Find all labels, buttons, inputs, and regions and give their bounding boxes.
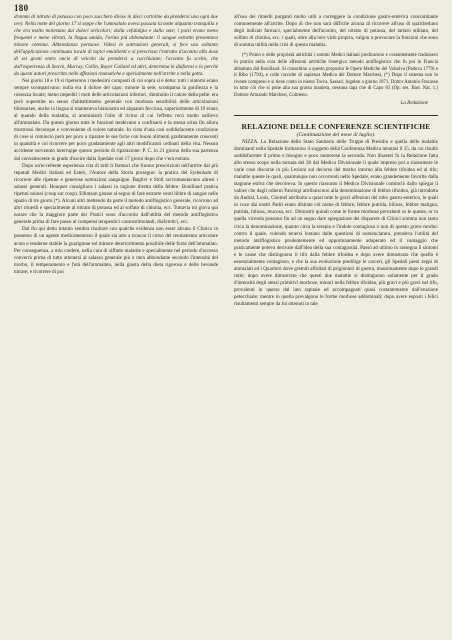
paragraph: all'uso dei rimedii purganti molto utili a correggere la condizione gastro-enterica concomitante comunemente all'artrite. Dopo di che non sarà difficile alcuna di ricorrere all'uso di qualcheduno degli indicati farmaci, specialmente dell'aconito, del nitrato di potassa, del tartaro stibiato, del solfato di chinina, ecc. i quali, oltre alla loro virtù propria, valgon a provocare la funzioni che sono di somma utilità nella crisi di questa malattia. — [234, 14, 438, 49]
section-heading: RELAZIONE DELLE CONFERENZE SCIENTIFICHE — [241, 121, 431, 131]
section-divider — [234, 115, 438, 116]
left-column — [14, 14, 218, 632]
paragraph: Dopo un'eccellente esperienza cita di tutti li farmaci che furono prescrizioni nell'artrite dai più reputati Medici Italiani ed Esteri, l'Autore della Storia proseguo: la pratica del Sydenham di ricorrere alle ripetute e generose sottrazioni sanguigne. Baglivi e Stoll raccomandavano altresì i salassi generali. Houquet consigliava i salassi in ragione diretta della febbre. Bouillaud pratica ripetuti salassi (coup sur coup). Elliotson giunse al segno di fare estrarre venti libbre di sangue nelle spazio di tre giorni (*). Alcuni altri mettendo da parte il metodo antiflogistico generale, ricorrono ad altri rimedii e specialmente al nitrato di potassa ed al solfato di chinina, ecc. Tuttavia mi giova qui notare che la maggiore parte dei Pratici sono d'accordo dall'utilità del metodo antiflogistico generale prima di fare passo ai compensi terapeutici controstimolanti, diaforetici, ecc. — [14, 162, 218, 226]
paragraph: NIZZA. La Relazione dello Stato Sanitario delle Truppe di Presidio e quella delle malattie dominanti nella Spedale formarono il soggetto della Conferenza Medica tenutasi il 15, da cui risultò soddisfacente il primo e bisogno e poco numerose la seconda. Non dissentì fu la Relazione fatta allo stesso scopo nella tornata del 30 dal Medico Divisionale il quale impreso poi a riassumere le varie cose discorse in più Lezioni sul decorso del morbo intorno alla febbre tifoidea ed al tifo; malattie queste le quali, quantunque non occorrenti nello Spedale, erano grandemente favorite dalla stagione estiva che decorreva. In questo riassunto il Medico Divisionale cominciò dallo spiegar il valore che dagli odierni Patologi attribuiscono alla denominazione di febbre tifoidea, già introdotta da Andral, Louis, Chomel attribuita a quasi tutte le gravi affezioni del tubo gastro-enterico, le quali in voce dai nostri Padri erano distinte col nome di febbre, febbre putrida, biliose, febbre maligna, putrida, biliosa, mucosa, ecc. Dimostrò quindi come le forme morbose prevalenti or le queste, or in quella vicenda possono fin ad un segno dare spiegazione dei disparere di Clinici somma non tanto circa la denominazione, quanto circa la terapia e l'indole contagiosa o non di questo grave morbo: contro il quale, volendo tenersi lontano dalle questioni di nomenclatura, prendeva l'utilità del metodo antiflogistico prudentemente ed opportunamente adoperato ed il vantaggio che praticamente poteva derivare dall'idea della sua contagiosità. Passò ad ultimo in rassegna li sintomi e le cause che distinguono il tifo dalla febbre tifoidea e dopo avere dimostrato che quello è essenzialmente contagioso, e che la sua evoluzione predilige le carceri, gli Spedali pieni zeppi di ammalati ed i Quartieri dove gremiti affollati di prigionieri di guerra, massimamente dopo le grandi rotte; dopo avere dimostrato che questi due malattie si distinguono solamente per il grado d'intensità degli stessi primitivi morbose, minori nella febbre tifoidea, più gravi e più gravi nel tifo, provalenti in questo dal lato rapitale ed accompagnati quasi costantemente dall'eruzione petecchiale; mentre in quella prevalgono le forme morbose addominali; dopo avere esposti i felici risultamenti sempre da lui ottenuti in tale — [234, 138, 438, 308]
right-column — [234, 14, 438, 632]
section-subheading: (Continuazione del mese di luglio). — [296, 131, 376, 138]
paragraph: drammi di nitrato di potassa con poco zucchero divise in dieci cartoline da prendersi una ogni due ore). Nella notte del giorno 17 si seppe che l'ammalato aveva passata la notte alquanto tranquilla e che era molto molestato dai dolori articolari; dalla cefalalgia e dalla sete; i polsi erano meno frequenti e meno vibrati, la lingua umida, l'orina più abbondante: il sangue estratto presentava minore cotenna. Abbondanza portuose. Videsi le sottrazioni generali, si fece uso soltanto dell'applicazione continuata locale di topici emollienti e si prescrisse l'estratto d'aconito alla dose di sei grani entro oncie di veicolo da prendersi a cucchiaiate; l'aconito fu scelto, che dall'esperienza di Storck, Murray, Collin, Royer Collard ed altri, determina le diaforesi e la perché da questi autori prescritto nelle affezioni reumatiche e specialmente nell'artrite e nella gotta. — [14, 14, 218, 77]
paragraph: Nei giorni 18 e 19 si ripeterono i medesimi composti di cui sopra si è detto: tutti i sintomi erano sempre scomparivano: nulla era il dolore del capo; minore la sete; scomparsa la gonfiezza e la rossezza locale; meno impediti i moti delle articolazioni inferiori, diminuito il calore della pelle: era però superstite un senso d'abbattimento generale con morbosa sensibilità delle articolazioni tibiotarsee, anche la lingua si manteneva biancastra ed alquanto fecciosa, superiormente di 19 erano al quando della malattia, si amministrò l'olio di ricino di cui l'effetto recò molto sollievo all'ammalato. Da questo giorno tutte le funzioni tendevano a confinarsi e la stessa orina fin allora mostrossi dovunque e conveniente di colore naturale. In vista d'una così soddisfacente condizione di cose si cominciò però per poco a riparare le sue forze con buoni alimenti gradatamente crescenti in quantità e col ricorrere per poco gradatamente agli altri modificatori ordinari della vita. Nessun accidente sorvenuto interruppe questo periodo di riparazione: P. C. in 21 giorno della sua partenza dal convalescente in grado d'uscire dalla Spedale cioè 17 giorni dopo che v'era entrato. — [14, 77, 218, 162]
editorial-signature: La Redazione — [400, 100, 428, 106]
paragraph: Dal fin qui detto intanto sembra risultare con qualche evidenza non esser alcuno il Clinico in possesso di un agente medicamentoso il quale sia atto a troncar il corso del reumatismo articolare acuto e renderne stabile la guarigione sol minore deteriorimento possibile delle forze dell'ammalato. Per conseguenza, a mio credere, nella cura di siffatte malattie e specialmente nel periodo d'accesso converrà prima di tutto attenersi al salasso generale più o men abbondante secondo l'intensità del morbo, il temperamento e l'età dell'ammalato, nella giusta della dieta rigorosa e delle bevande nitrate; e ricorrere di poi — [14, 226, 218, 275]
page-number: 180 — [14, 3, 29, 13]
footnote: (*) Primo e delle proprietà antichità i sommi Medici italiani predicarono e costantemente tradussero in pratica nella cura delle affezioni artritiche l'energico metodo antiflogistico che fu poi in Francia abbattuto dal Bouillaud. Si consultino a questo proposito le Opere Mediche del Valsalva (Padova 1779) e il Ribo (1794), e colle raccolte di sapienza Medica del Dottore Marchesi, (*) Dopo il sistema non lo riveste compreso e si tiene conto in niente Tocca. Sassari, lugubre a giorno 1871, Dottor Antonio Fracasso in tutto ciò che si pone alla sua grassa maniera, nessuna tapa che di Capo 83 (Op. ses. Barr. Nat. 1.) Dottore Armando Marchesi, Colmeno. — [234, 53, 438, 98]
